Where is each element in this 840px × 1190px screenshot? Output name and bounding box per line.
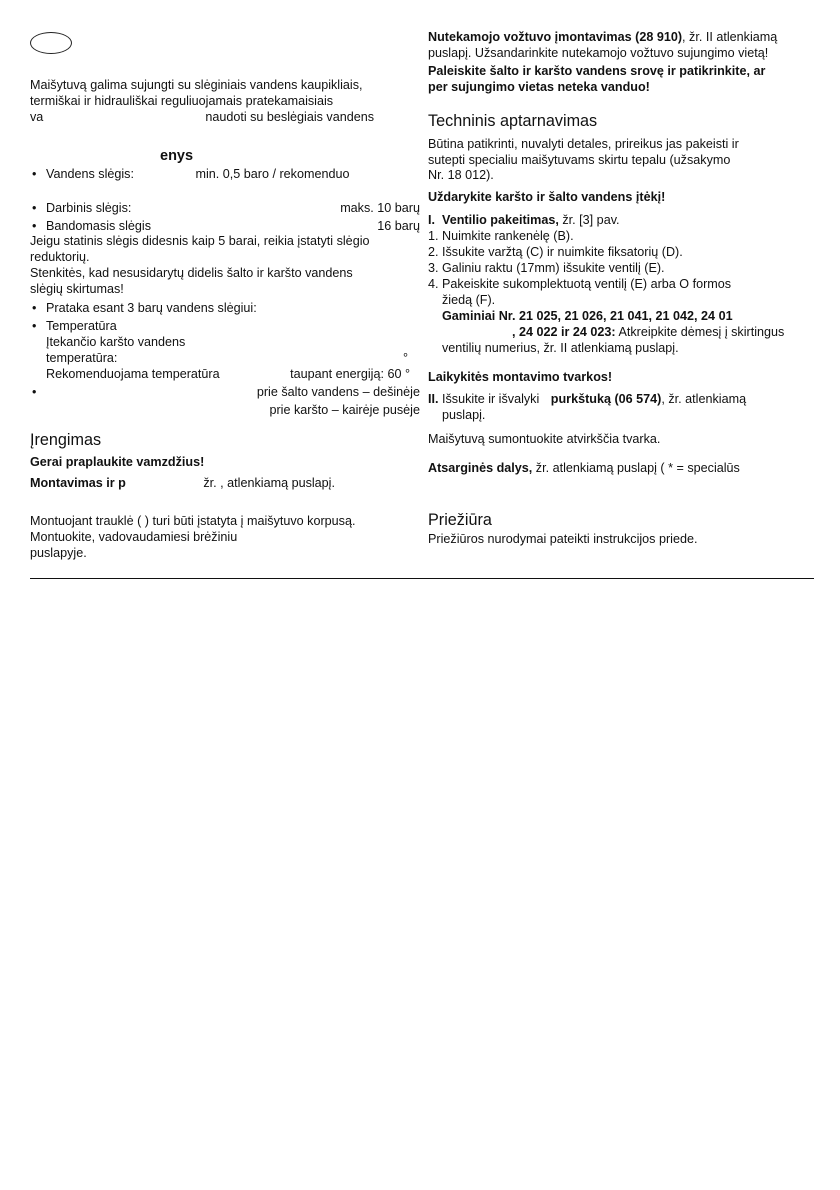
close-supply-warning: Uždarykite karšto ir šalto vandens įtėkį! [428,190,666,205]
spec-water-pressure [30,167,420,183]
right-column [428,30,814,548]
products-note: Gaminiai Nr. 21 025, 21 026, 21 041, 21 042, 24 01 [442,308,733,323]
valve-step: 4. Pakeiskite sukomplektuotą ventilį (E) arba O formos [428,276,732,291]
flush-warning: Gerai praplaukite vamzdžius! [30,455,205,470]
order-warning: Laikykitės montavimo tvarkos! [428,370,613,385]
temp-recommended: Rekomenduojama temperatūra taupant energiją: 60 ° [46,366,410,381]
spec-temperature: • Temperatūra [30,319,420,335]
section-divider [30,578,814,579]
drain-valve-instruction: Nutekamojo vožtuvo įmontavimas (28 910), žr. II atlenkiamą [428,30,778,44]
install-heading: Įrengimas [30,431,102,450]
left-column [30,30,420,562]
spec-value: 16 barų [377,218,420,233]
valve-step: 3. Galiniu raktu (17mm) išsukite ventilį (E). [428,260,665,275]
products-note-2: , 24 022 ir 24 023: Atkreipkite dėmesį į skirtingus [512,324,785,339]
tech-data-heading: enys [160,147,194,164]
intro-line: Maišytuvą galima sujungti su slėginiais vandens kaupikliais, [30,78,363,92]
valve-step-cont: žiedą (F). [442,292,496,307]
valve-step: 1. Nuimkite rankenėlę (B). [428,229,574,244]
care-text: Priežiūros nurodymai pateikti instrukcijos priede. [428,531,698,546]
temp-hot-supply: Įtekančio karšto vandens [46,334,186,349]
mount-note: Montuojant trauklė ( ) turi būti įstatyta į maišytuvo korpusą. Montuokite, vadovaudamiesi brėžiniu puslapyje. [30,514,356,561]
leak-check: Paleiskite šalto ir karšto vandens srovę ir patikrinkite, ar per sujungimo vietas neteka vanduo! [428,63,766,94]
mount-instruction: Montavimas ir p žr. , atlenkiamą puslapį. [30,476,335,491]
intro-line: va naudoti su beslėgiais vandens [30,109,375,124]
connection-cold: • prie šalto vandens – dešinėje [30,385,420,401]
nozzle-cleaning-2: puslapį. [442,408,486,423]
intro-line: termiškai ir hidrauliškai reguliuojamais pratekamaisiais [30,93,334,108]
intro-paragraph [30,78,420,126]
drain-valve-line2: puslapį. Užsandarinkite nutekamojo vožtuvo sujungimo vietą! [428,45,769,60]
reassemble-note: Maišytuvą sumontuokite atvirkščia tvarka. [428,432,661,447]
spec-value: maks. 10 barų [340,200,420,215]
pressure-note: Jeigu statinis slėgis didesnis kaip 5 barai, reikia įstatyti slėgio reduktorių. Stenkitės, kad nesusidarytų didelis šalto ir karšto vandens slėgių skirtumas! [30,234,370,297]
service-heading: Techninis aptarnavimas [428,111,598,130]
language-badge [30,32,72,54]
valve-step: 2. Išsukite varžtą (C) ir nuimkite fiksatorių (D). [428,245,683,260]
spec-value: min. 0,5 baro / rekomenduo [195,166,350,181]
spec-flow: • Prataka esant 3 barų vandens slėgiui: [30,301,420,317]
spec-label: • Darbinis slėgis: [46,200,132,215]
spec-label: Vandens slėgis: [46,166,134,181]
spare-parts: Atsarginės dalys, žr. atlenkiamą puslapį ( * = specialūs [428,461,740,476]
nozzle-cleaning: II. Išsukite ir išvalyki purkštuką (06 574), žr. atlenkiamą [428,392,747,407]
temp-max: temperatūra: ° [46,350,408,365]
valve-replacement: I. Ventilio pakeitimas, žr. [3] pav. [428,213,620,228]
care-heading: Priežiūra [428,510,492,529]
spec-test-pressure [30,219,420,235]
spec-label: • Bandomasis slėgis [46,218,151,233]
spec-working-pressure [30,201,420,217]
products-note-3: ventilių numerius, žr. II atlenkiamą puslapį. [442,340,679,355]
connection-hot: prie karšto – kairėje pusėje [269,402,420,417]
service-text: Būtina patikrinti, nuvalyti detales, prireikus jas pakeisti ir sutepti specialiu maišytuvams skirtu tepalu (užsakymo Nr. 18 012). [428,136,739,183]
